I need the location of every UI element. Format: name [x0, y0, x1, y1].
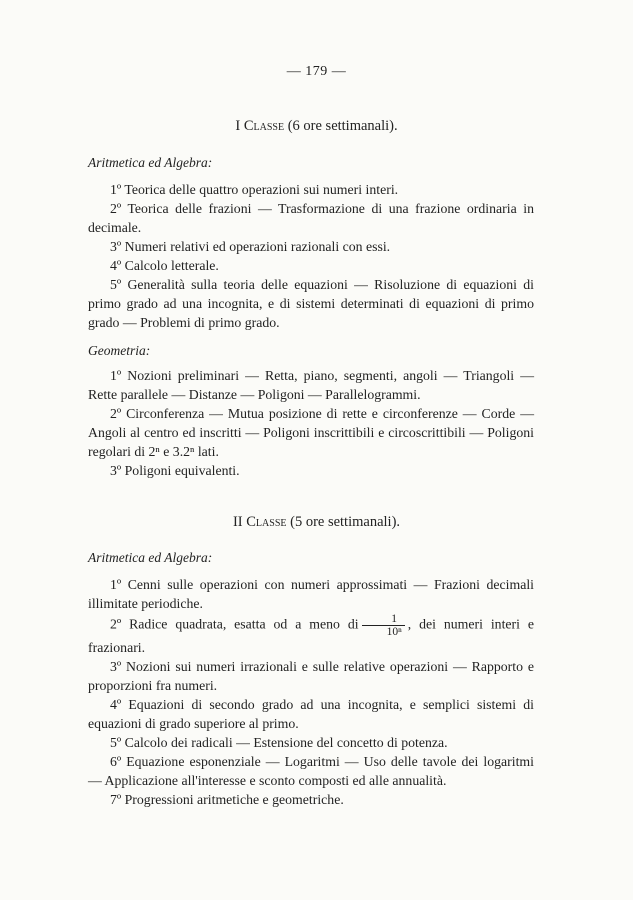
list-item: 3º Numeri relativi ed operazioni razionali con essi. — [110, 239, 391, 254]
class-1-label: Classe — [243, 118, 285, 134]
class-2-arith-list — [88, 575, 534, 809]
class-1-arith-list — [88, 180, 534, 332]
list-item: 2º Circonferenza — Mutua posizione di rette e circonferenze — Corde — Angoli al centro ed inscritti — Poligoni inscrittibili e circoscrittibili — Poligoni regolari di 2ⁿ e 3.2ⁿ lati. — [88, 406, 534, 459]
list-item: 3º Poligoni equivalenti. — [110, 463, 240, 478]
class-1-geo-title: Geometria: — [88, 343, 151, 358]
fraction — [362, 613, 405, 638]
list-item: 4º Calcolo letterale. — [110, 258, 219, 273]
class-2-roman: II — [232, 514, 243, 530]
fraction-numerator: 1 — [362, 613, 405, 626]
item2-before: 2º Radice quadrata, esatta od a meno di — [110, 616, 359, 632]
list-item: 1º Cenni sulle operazioni con numeri approssimati — Frazioni decimali illimitate periodiche. — [88, 577, 534, 611]
list-item: 5º Generalità sulla teoria delle equazioni — Risoluzione di equazioni di primo grado ad una incognita, e di sistemi determinati di equazioni di primo grado — Problemi di primo grado. — [88, 277, 534, 330]
list-item: 6º Equazione esponenziale — Logaritmi — Uso delle tavole dei logaritmi — Applicazione all'interesse e sconto composti ed alle annualità. — [88, 754, 534, 788]
list-item: 7º Progressioni aritmetiche e geometriche. — [110, 792, 344, 807]
class-1-roman: I — [235, 118, 241, 134]
list-item-fraction — [88, 613, 534, 657]
class-2-heading — [0, 514, 633, 531]
class-1-geo-list — [88, 366, 534, 480]
list-item: 5º Calcolo dei radicali — Estensione del concetto di potenza. — [110, 735, 448, 750]
list-item: 1º Nozioni preliminari — Retta, piano, segmenti, angoli — Triangoli — Rette parallele — Distanze — Poligoni — Parallelogrammi. — [88, 368, 534, 402]
class-2-label: Classe — [246, 514, 287, 530]
list-item: 2º Teorica delle frazioni — Trasformazione di una frazione ordinaria in decimale. — [88, 201, 534, 235]
fraction-denominator: 10ⁿ — [386, 626, 402, 638]
class-1-hours: (6 ore settimanali). — [287, 118, 398, 134]
item2-after: , dei numeri interi e frazionari. — [88, 616, 535, 655]
class-1-arith-title: Aritmetica ed Algebra: — [88, 155, 213, 170]
list-item: 4º Equazioni di secondo grado ad una incognita, e semplici sistemi di equazioni di grado superiore al primo. — [88, 697, 534, 731]
list-item: 3º Nozioni sui numeri irrazionali e sulle relative operazioni — Rapporto e proporzioni fra numeri. — [88, 659, 534, 693]
page-number: — 179 — — [286, 64, 347, 79]
list-item: 1º Teorica delle quattro operazioni sui numeri interi. — [110, 182, 399, 197]
class-2-arith-title: Aritmetica ed Algebra: — [88, 550, 213, 565]
class-2-hours: (5 ore settimanali). — [290, 514, 401, 530]
class-1-heading — [0, 118, 633, 135]
